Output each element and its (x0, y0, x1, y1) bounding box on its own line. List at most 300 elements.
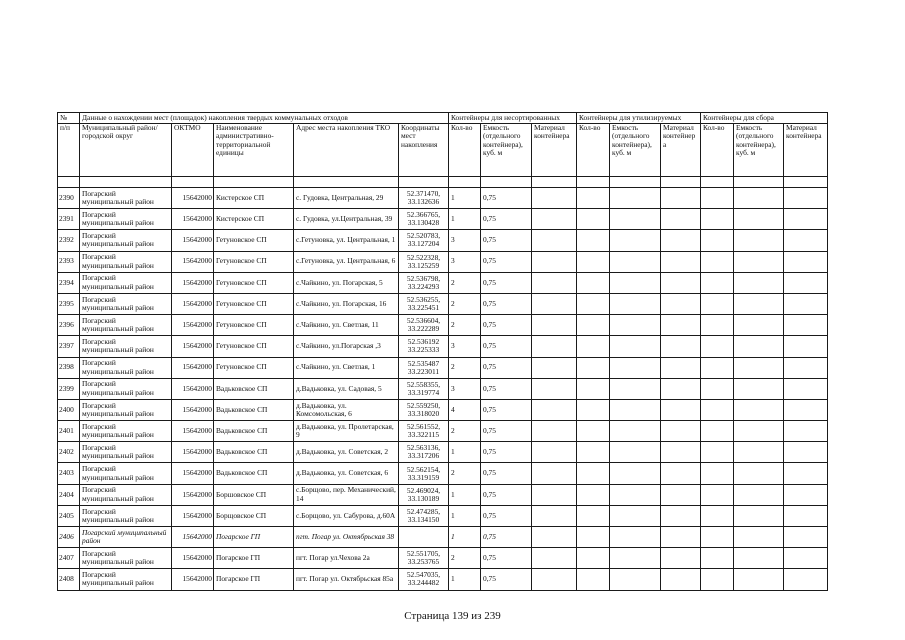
row-oktmo: 15642000 (172, 357, 214, 378)
row-coords (399, 315, 449, 336)
row-district: Погарский муниципальный район (80, 378, 172, 399)
row-material3 (784, 188, 828, 209)
row-material2 (661, 421, 701, 442)
coord-lon: 33.253765 (407, 557, 440, 567)
row-material2 (661, 505, 701, 526)
row-num: 2393 (58, 251, 80, 272)
row-coords (399, 357, 449, 378)
coord-lat: 52.474285, (406, 506, 441, 516)
row-district: Погарский муниципальный район (80, 336, 172, 357)
row-oktmo: 15642000 (172, 230, 214, 251)
row-unit: Погарское ГП (214, 569, 294, 590)
row-material (532, 421, 577, 442)
row-count: 1 (449, 484, 481, 505)
row-volume2 (610, 421, 661, 442)
row-material (532, 230, 577, 251)
row-volume2 (610, 251, 661, 272)
row-num: 2390 (58, 188, 80, 209)
row-material3 (784, 378, 828, 399)
row-count2 (577, 548, 610, 569)
row-material2 (661, 209, 701, 230)
row-oktmo: 15642000 (172, 272, 214, 293)
row-volume: 0,75 (481, 463, 532, 484)
table-row (58, 548, 828, 569)
row-count3 (701, 463, 734, 484)
row-unit: Вадьковское СП (214, 378, 294, 399)
table-row (58, 421, 828, 442)
row-district: Погарский муниципальный район (80, 251, 172, 272)
row-num: 2392 (58, 230, 80, 251)
row-volume2 (610, 505, 661, 526)
row-count3 (701, 293, 734, 314)
row-material3 (784, 442, 828, 463)
row-material2 (661, 399, 701, 420)
header-row-columns (58, 124, 828, 177)
row-volume3 (734, 569, 784, 590)
row-oktmo: 15642000 (172, 315, 214, 336)
row-material2 (661, 357, 701, 378)
row-volume: 0,75 (481, 272, 532, 293)
row-volume3 (734, 251, 784, 272)
row-unit: Гетуновское СП (214, 272, 294, 293)
coord-lat: 52.536798, (406, 273, 441, 283)
row-address: с.Борщово, пер. Механический, 14 (294, 484, 399, 505)
row-count: 2 (449, 463, 481, 484)
row-volume3 (734, 378, 784, 399)
row-address: с.Гетуновка, ул. Центральная, 6 (294, 251, 399, 272)
row-count: 2 (449, 272, 481, 293)
coord-lat: 52.535487 (407, 358, 440, 368)
row-material3 (784, 569, 828, 590)
row-count2 (577, 463, 610, 484)
row-volume3 (734, 505, 784, 526)
row-unit: Гетуновское СП (214, 251, 294, 272)
row-material2 (661, 315, 701, 336)
row-num: 2405 (58, 505, 80, 526)
table-row (58, 527, 828, 548)
header-group-unsorted: Контейнеры для несортированных (449, 113, 577, 124)
coord-lon: 33.222289 (407, 324, 440, 334)
row-count3 (701, 315, 734, 336)
row-volume3 (734, 293, 784, 314)
coord-lat: 52.558355, (406, 379, 441, 389)
row-material3 (784, 251, 828, 272)
row-volume3 (734, 336, 784, 357)
row-num: 2403 (58, 463, 80, 484)
row-volume: 0,75 (481, 336, 532, 357)
coord-lat: 52.536192 (407, 337, 440, 347)
row-volume: 0,75 (481, 315, 532, 336)
row-material2 (661, 463, 701, 484)
table-row (58, 209, 828, 230)
row-material (532, 569, 577, 590)
coord-lat: 52.561552, (406, 422, 441, 432)
row-district: Погарский муниципальный район (80, 527, 172, 548)
row-count: 1 (449, 442, 481, 463)
row-volume3 (734, 421, 784, 442)
header-num-sub: п/п (58, 124, 80, 177)
row-district: Погарский муниципальный район (80, 548, 172, 569)
row-coords (399, 251, 449, 272)
header-material: Материал контейнера (532, 124, 577, 177)
row-material3 (784, 484, 828, 505)
row-volume2 (610, 463, 661, 484)
row-unit: Гетуновское СП (214, 336, 294, 357)
row-volume3 (734, 484, 784, 505)
row-district: Погарский муниципальный район (80, 315, 172, 336)
row-count2 (577, 527, 610, 548)
row-volume2 (610, 293, 661, 314)
row-count: 1 (449, 527, 481, 548)
row-material3 (784, 399, 828, 420)
row-oktmo: 15642000 (172, 378, 214, 399)
row-count3 (701, 484, 734, 505)
row-material2 (661, 548, 701, 569)
row-address: пгт. Погар ул.Чехова 2а (294, 548, 399, 569)
row-coords (399, 378, 449, 399)
row-count2 (577, 272, 610, 293)
row-coords (399, 569, 449, 590)
row-volume3 (734, 315, 784, 336)
coord-lon: 33.319159 (407, 472, 440, 482)
row-num: 2399 (58, 378, 80, 399)
row-material2 (661, 442, 701, 463)
row-volume2 (610, 315, 661, 336)
row-volume3 (734, 442, 784, 463)
coord-lon: 33.317206 (407, 451, 440, 461)
row-material2 (661, 272, 701, 293)
row-unit: Кистерское СП (214, 188, 294, 209)
header-count3: Кол-во (701, 124, 734, 177)
row-coords (399, 188, 449, 209)
row-material (532, 272, 577, 293)
row-coords (399, 230, 449, 251)
row-count3 (701, 230, 734, 251)
row-count: 1 (449, 505, 481, 526)
row-material3 (784, 505, 828, 526)
row-material3 (784, 336, 828, 357)
row-material (532, 293, 577, 314)
row-count: 2 (449, 421, 481, 442)
header-volume: Емкость (отдельного контейнера), куб. м (481, 124, 532, 177)
table-row (58, 399, 828, 420)
table-row (58, 230, 828, 251)
row-count2 (577, 230, 610, 251)
row-count2 (577, 293, 610, 314)
header-count2: Кол-во (577, 124, 610, 177)
row-coords (399, 293, 449, 314)
row-material (532, 505, 577, 526)
row-count3 (701, 505, 734, 526)
row-volume2 (610, 272, 661, 293)
table-row (58, 315, 828, 336)
row-material3 (784, 315, 828, 336)
row-count: 3 (449, 230, 481, 251)
header-volume2: Емкость (отдельного контейнера), куб. м (610, 124, 661, 177)
row-count3 (701, 209, 734, 230)
row-volume: 0,75 (481, 251, 532, 272)
row-volume: 0,75 (481, 421, 532, 442)
row-material2 (661, 230, 701, 251)
row-count3 (701, 442, 734, 463)
table-row (58, 442, 828, 463)
row-count: 1 (449, 209, 481, 230)
row-unit: Боршовское СП (214, 484, 294, 505)
header-group-location: Данные о нахождении мест (площадок) накопления твердых коммунальных отходов (80, 113, 449, 124)
row-volume3 (734, 463, 784, 484)
row-address: пгт. Погар ул. Октябрьская 38 (294, 527, 399, 548)
coord-lat: 52.551705, (406, 549, 441, 559)
coord-lon: 33.127204 (407, 239, 440, 249)
row-count2 (577, 484, 610, 505)
coord-lat: 52.559250, (406, 400, 441, 410)
row-district: Погарский муниципальный район (80, 505, 172, 526)
row-district: Погарский муниципальный район (80, 569, 172, 590)
row-material (532, 378, 577, 399)
row-unit: Вадьковское СП (214, 442, 294, 463)
row-count: 3 (449, 336, 481, 357)
row-material (532, 399, 577, 420)
header-row-groups (58, 113, 828, 124)
row-material2 (661, 569, 701, 590)
row-count3 (701, 569, 734, 590)
header-unit: Наименование административно-территориальной единицы (214, 124, 294, 177)
coord-lat: 52.562154, (406, 464, 441, 474)
row-material (532, 463, 577, 484)
coord-lat: 52.547035, (406, 570, 441, 580)
coord-lon: 33.318020 (407, 408, 440, 418)
table-row (58, 505, 828, 526)
coord-lat: 52.469024, (406, 485, 441, 495)
row-oktmo: 15642000 (172, 505, 214, 526)
row-material (532, 548, 577, 569)
row-count2 (577, 569, 610, 590)
row-volume2 (610, 209, 661, 230)
table-row (58, 293, 828, 314)
row-volume2 (610, 230, 661, 251)
row-num: 2408 (58, 569, 80, 590)
row-count2 (577, 357, 610, 378)
row-address: с.Чайкино, ул. Светлая, 11 (294, 315, 399, 336)
row-volume2 (610, 336, 661, 357)
header-material3: Материал контейнера (784, 124, 828, 177)
row-unit: Вадьковское СП (214, 421, 294, 442)
row-unit: Гетуновское СП (214, 315, 294, 336)
row-material3 (784, 357, 828, 378)
row-count: 2 (449, 357, 481, 378)
row-volume3 (734, 230, 784, 251)
row-material3 (784, 230, 828, 251)
row-count3 (701, 188, 734, 209)
row-unit: Гетуновское СП (214, 230, 294, 251)
row-address: с.Гетуновка, ул. Центральная, 1 (294, 230, 399, 251)
row-coords (399, 442, 449, 463)
row-oktmo: 15642000 (172, 463, 214, 484)
row-district: Погарский муниципальный район (80, 209, 172, 230)
table-row (58, 378, 828, 399)
row-volume3 (734, 272, 784, 293)
header-district: Муниципальный район/городской округ (80, 124, 172, 177)
row-volume2 (610, 442, 661, 463)
page-footer: Страница 139 из 239 (404, 610, 501, 622)
row-count: 3 (449, 378, 481, 399)
coord-lon: 33.225333 (407, 345, 440, 355)
row-count3 (701, 527, 734, 548)
row-count: 2 (449, 548, 481, 569)
row-unit: Вадьковское СП (214, 463, 294, 484)
row-material (532, 315, 577, 336)
row-district: Погарский муниципальный район (80, 442, 172, 463)
row-material3 (784, 293, 828, 314)
row-address: с. Гудовка, ул.Центральная, 39 (294, 209, 399, 230)
row-coords (399, 505, 449, 526)
row-volume2 (610, 399, 661, 420)
row-unit: Вадьковское СП (214, 399, 294, 420)
table-row (58, 357, 828, 378)
row-address: с. Гудовка, Центральная, 29 (294, 188, 399, 209)
table-row (58, 484, 828, 505)
row-oktmo: 15642000 (172, 569, 214, 590)
row-material2 (661, 188, 701, 209)
row-address: д.Вадьковка, ул. Пролетарская, 9 (294, 421, 399, 442)
row-num: 2395 (58, 293, 80, 314)
row-address: д.Вадьковка, ул. Садовая, 5 (294, 378, 399, 399)
row-num: 2407 (58, 548, 80, 569)
row-address: пгт. Погар ул. Октябрьская 85а (294, 569, 399, 590)
row-coords (399, 336, 449, 357)
row-num: 2406 (58, 527, 80, 548)
spacer-row (58, 177, 828, 188)
coord-lat: 52.520783, (406, 231, 441, 241)
row-count: 1 (449, 188, 481, 209)
coord-lon: 33.244482 (407, 578, 440, 588)
row-volume3 (734, 548, 784, 569)
row-count2 (577, 421, 610, 442)
row-volume: 0,75 (481, 378, 532, 399)
row-oktmo: 15642000 (172, 188, 214, 209)
coord-lon: 33.225451 (407, 303, 440, 313)
row-district: Погарский муниципальный район (80, 272, 172, 293)
row-volume: 0,75 (481, 505, 532, 526)
row-num: 2394 (58, 272, 80, 293)
row-oktmo: 15642000 (172, 527, 214, 548)
coord-lat: 52.366765, (406, 210, 441, 220)
row-oktmo: 15642000 (172, 421, 214, 442)
row-address: д.Вадьковка, ул. Советская, 6 (294, 463, 399, 484)
row-count3 (701, 251, 734, 272)
row-coords (399, 421, 449, 442)
row-unit: Погарское ГП (214, 527, 294, 548)
row-district: Погарский муниципальный район (80, 230, 172, 251)
coord-lon: 33.223011 (407, 366, 440, 376)
coord-lon: 33.322115 (407, 430, 440, 440)
row-address: с.Чайкино, ул.Погарская ,3 (294, 336, 399, 357)
coord-lat: 52.536604, (406, 316, 441, 326)
row-address: д.Вадьковка, ул. Советская, 2 (294, 442, 399, 463)
row-district: Погарский муниципальный район (80, 421, 172, 442)
row-coords (399, 463, 449, 484)
row-volume: 0,75 (481, 484, 532, 505)
row-district: Погарский муниципальный район (80, 463, 172, 484)
table-row (58, 463, 828, 484)
row-num: 2404 (58, 484, 80, 505)
header-coords: Координаты мест накопления (399, 124, 449, 177)
row-volume: 0,75 (481, 548, 532, 569)
row-address: с.Чайкино, ул. Погарская, 16 (294, 293, 399, 314)
row-volume2 (610, 527, 661, 548)
row-coords (399, 527, 449, 548)
row-oktmo: 15642000 (172, 548, 214, 569)
row-volume: 0,75 (481, 230, 532, 251)
row-count3 (701, 548, 734, 569)
header-volume3: Емкость (отдельного контейнера), куб. м (734, 124, 784, 177)
coord-lon: 33.125259 (407, 260, 440, 270)
row-volume3 (734, 527, 784, 548)
row-volume2 (610, 569, 661, 590)
coord-lat: 52.371470, (406, 189, 441, 199)
header-material2: Материал контейнер а (661, 124, 701, 177)
row-oktmo: 15642000 (172, 293, 214, 314)
row-count3 (701, 357, 734, 378)
row-num: 2402 (58, 442, 80, 463)
row-count: 2 (449, 293, 481, 314)
row-num: 2398 (58, 357, 80, 378)
coord-lon: 33.134150 (407, 514, 440, 524)
row-unit: Борщовское СП (214, 505, 294, 526)
row-unit: Погарское ГП (214, 548, 294, 569)
row-volume3 (734, 209, 784, 230)
row-count2 (577, 209, 610, 230)
row-material3 (784, 463, 828, 484)
row-count3 (701, 378, 734, 399)
coord-lat: 52.563136, (406, 443, 441, 453)
header-group-recyclable: Контейнеры для утилизируемых (577, 113, 701, 124)
row-num: 2401 (58, 421, 80, 442)
table-row (58, 272, 828, 293)
row-material2 (661, 378, 701, 399)
row-volume3 (734, 399, 784, 420)
header-address: Адрес места накопления ТКО (294, 124, 399, 177)
row-unit: Гетуновское СП (214, 357, 294, 378)
header-group-collection: Контейнеры для сбора (701, 113, 828, 124)
row-coords (399, 399, 449, 420)
row-volume3 (734, 188, 784, 209)
row-count2 (577, 378, 610, 399)
header-oktmo: ОКТМО (172, 124, 214, 177)
row-volume: 0,75 (481, 293, 532, 314)
row-district: Погарский муниципальный район (80, 357, 172, 378)
coord-lon: 33.130428 (407, 218, 440, 228)
row-unit: Кистерское СП (214, 209, 294, 230)
row-district: Погарский муниципальный район (80, 293, 172, 314)
row-volume: 0,75 (481, 442, 532, 463)
row-oktmo: 15642000 (172, 484, 214, 505)
coord-lat: 52.536255, (406, 295, 441, 305)
coord-lon: 33.319774 (407, 387, 440, 397)
row-material2 (661, 527, 701, 548)
row-count: 1 (449, 569, 481, 590)
row-material (532, 336, 577, 357)
row-count2 (577, 505, 610, 526)
row-material3 (784, 421, 828, 442)
row-count2 (577, 188, 610, 209)
row-volume: 0,75 (481, 527, 532, 548)
row-volume2 (610, 357, 661, 378)
row-material3 (784, 527, 828, 548)
row-material (532, 251, 577, 272)
row-coords (399, 484, 449, 505)
row-material (532, 188, 577, 209)
